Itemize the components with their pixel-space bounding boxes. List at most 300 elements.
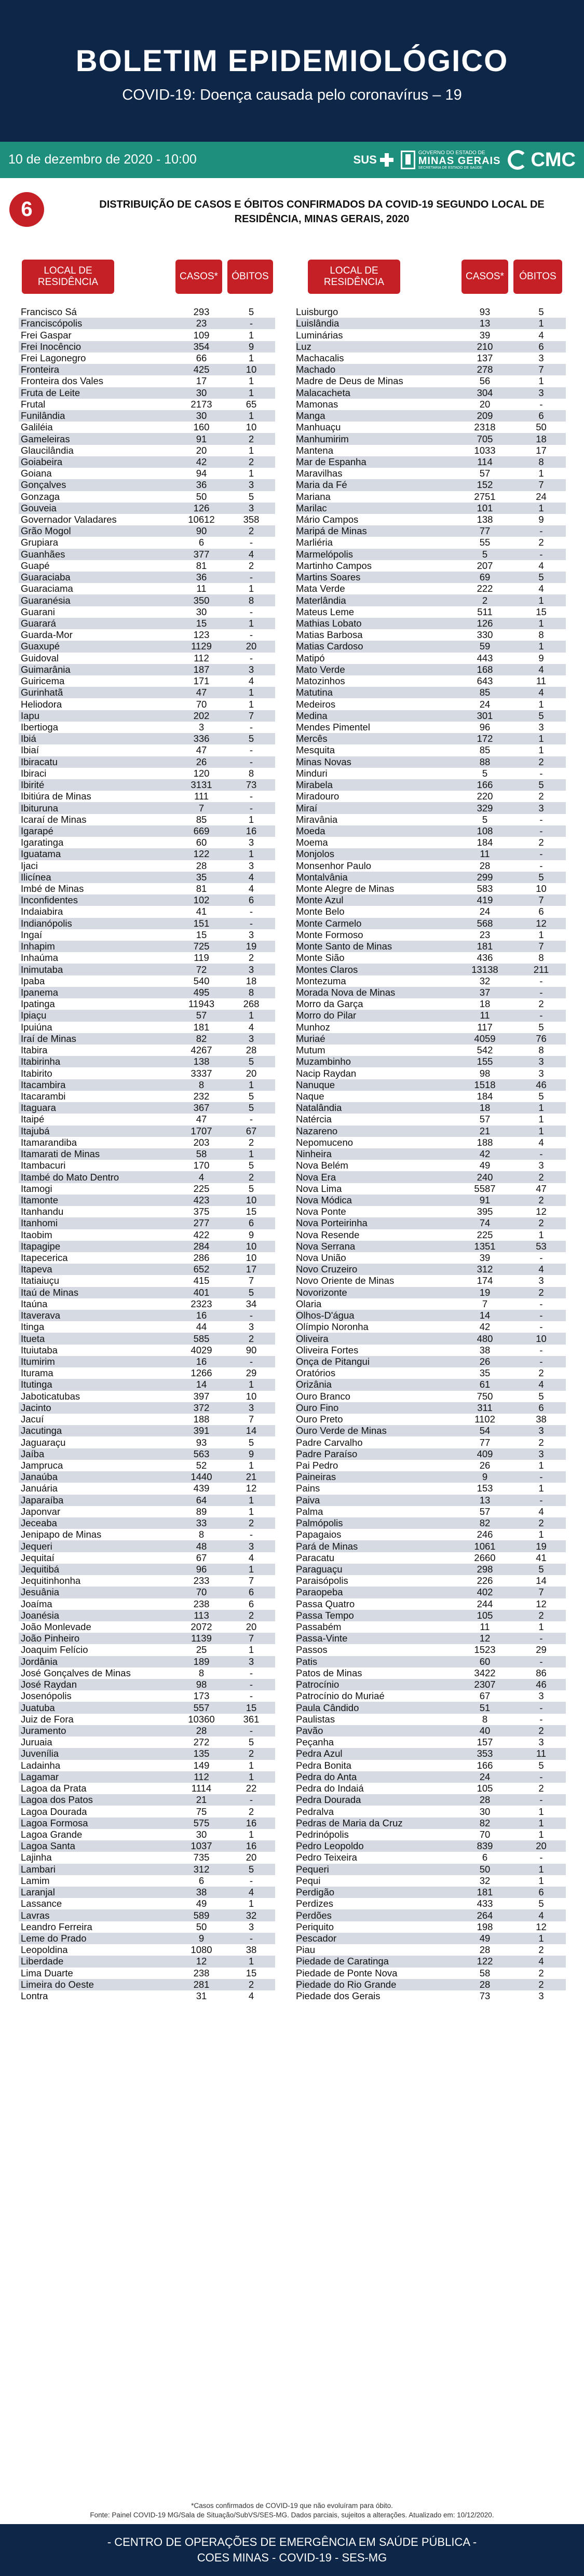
obitos-cell: 4 xyxy=(248,883,254,894)
table-row xyxy=(296,1379,566,1390)
municipio-cell: Gouveia xyxy=(21,502,57,513)
municipio-cell: Itamarati de Minas xyxy=(21,1148,100,1160)
obitos-cell: 46 xyxy=(536,1079,547,1090)
table-row xyxy=(296,1056,566,1067)
obitos-cell: 4 xyxy=(248,675,254,687)
minas-gerais-logo xyxy=(401,151,501,170)
municipio-cell: Jacinto xyxy=(21,1402,51,1413)
table-row xyxy=(296,1760,566,1771)
municipio-cell: Lagoa Santa xyxy=(21,1840,75,1852)
table-row xyxy=(296,1460,566,1471)
table-row xyxy=(296,1264,566,1275)
sus-logo-text: SUS xyxy=(353,153,377,166)
table-row xyxy=(296,1875,566,1887)
municipio-cell: Guimarânia xyxy=(21,663,71,675)
municipio-cell: Icaraí de Minas xyxy=(21,814,87,825)
casos-cell: 113 xyxy=(194,1609,209,1621)
obitos-cell: 4 xyxy=(538,560,544,571)
casos-cell: 238 xyxy=(193,1598,210,1609)
obitos-cell: - xyxy=(539,1471,543,1483)
municipio-cell: Ijaci xyxy=(21,860,38,871)
casos-cell: 56 xyxy=(479,375,491,387)
table-row xyxy=(296,1298,566,1310)
obitos-cell: - xyxy=(249,1932,253,1944)
obitos-cell: 4 xyxy=(248,548,254,560)
municipio-cell: Itumirim xyxy=(21,1356,55,1367)
obitos-cell: 3 xyxy=(538,1067,544,1079)
casos-cell: 4059 xyxy=(474,1033,496,1044)
casos-cell: 23 xyxy=(479,929,491,940)
municipio-cell: José Raydan xyxy=(21,1679,77,1690)
table-row xyxy=(296,1714,566,1725)
municipio-cell: Fronteira xyxy=(21,364,60,375)
municipio-cell: Ninheira xyxy=(296,1148,332,1160)
table-row xyxy=(19,1552,275,1564)
municipio-cell: Pequi xyxy=(296,1875,321,1886)
municipio-cell: Itaguara xyxy=(21,1102,56,1114)
table-row xyxy=(19,306,275,318)
municipio-cell: Iguatama xyxy=(21,848,61,860)
municipio-cell: Pedra do Indaiá xyxy=(296,1783,364,1794)
casos-cell: 47 xyxy=(196,744,207,756)
casos-cell: 47 xyxy=(196,687,207,698)
casos-cell: 111 xyxy=(194,791,209,802)
municipio-cell: Mutum xyxy=(296,1045,325,1056)
municipio-cell: Januária xyxy=(21,1483,58,1494)
casos-cell: 367 xyxy=(193,1102,210,1114)
table-row xyxy=(19,1321,275,1333)
table-row xyxy=(19,1887,275,1898)
casos-cell: 409 xyxy=(477,1448,493,1459)
municipio-cell: Nova Módica xyxy=(296,1194,352,1205)
obitos-cell: 1 xyxy=(248,1828,254,1840)
municipio-cell: Pescador xyxy=(296,1932,337,1944)
obitos-cell: - xyxy=(249,1725,253,1737)
casos-cell: 377 xyxy=(193,548,210,560)
obitos-cell: 10 xyxy=(246,422,257,433)
table-row xyxy=(296,445,566,456)
casos-cell: 50 xyxy=(196,1921,207,1932)
obitos-cell: 12 xyxy=(246,1483,257,1494)
obitos-cell: - xyxy=(249,1529,253,1540)
casos-cell: 13138 xyxy=(471,964,498,975)
table-row xyxy=(19,1944,275,1956)
municipio-cell: Galiléia xyxy=(21,422,53,433)
obitos-cell: 1 xyxy=(248,698,254,710)
table-row xyxy=(19,1771,275,1783)
obitos-cell: 1 xyxy=(538,1529,544,1540)
municipio-cell: Guarani xyxy=(21,606,55,617)
casos-cell: 272 xyxy=(193,1737,210,1748)
obitos-cell: 3 xyxy=(538,1425,544,1436)
obitos-cell: 3 xyxy=(538,802,544,814)
obitos-cell: 19 xyxy=(536,1540,547,1552)
municipio-cell: Ouro Branco xyxy=(296,1390,350,1402)
obitos-cell: 3 xyxy=(248,860,254,871)
table-row xyxy=(296,572,566,583)
municipio-cell: Nova Ponte xyxy=(296,1206,346,1217)
obitos-cell: 4 xyxy=(538,1379,544,1390)
table-row xyxy=(19,1148,275,1160)
obitos-cell: 3 xyxy=(538,1448,544,1459)
municipio-cell: Indaiabira xyxy=(21,906,63,917)
casos-cell: 4267 xyxy=(191,1045,212,1056)
casos-cell: 85 xyxy=(196,814,207,825)
municipio-cell: Juatuba xyxy=(21,1702,55,1713)
obitos-cell: - xyxy=(539,1494,543,1506)
obitos-cell: - xyxy=(539,987,543,998)
casos-cell: 233 xyxy=(193,1575,210,1587)
obitos-cell: 3 xyxy=(248,502,254,513)
municipio-cell: Ingaí xyxy=(21,929,43,940)
table-row xyxy=(19,1310,275,1321)
obitos-cell: - xyxy=(249,652,253,663)
obitos-cell: 2 xyxy=(538,1194,544,1205)
table-row xyxy=(296,675,566,687)
municipio-cell: Marliéria xyxy=(296,537,333,548)
table-row xyxy=(19,687,275,698)
municipio-cell: Piedade do Rio Grande xyxy=(296,1978,397,1990)
table-row xyxy=(19,1564,275,1575)
table-row xyxy=(296,641,566,652)
municipio-cell: Fruta de Leite xyxy=(21,387,80,398)
casos-cell: 168 xyxy=(477,663,493,675)
municipio-cell: Josenópolis xyxy=(21,1690,72,1702)
casos-cell: 3337 xyxy=(191,1067,212,1079)
table-row xyxy=(296,306,566,318)
table-row xyxy=(296,929,566,941)
municipio-cell: Montes Claros xyxy=(296,964,358,975)
table-row xyxy=(19,1333,275,1344)
obitos-cell: 5 xyxy=(538,1021,544,1033)
casos-cell: 750 xyxy=(477,1390,493,1402)
table-row xyxy=(19,1852,275,1863)
obitos-cell: 2 xyxy=(538,1725,544,1737)
casos-cell: 583 xyxy=(477,883,493,894)
obitos-cell: 1 xyxy=(248,1956,254,1967)
municipio-cell: Ipuiúna xyxy=(21,1021,52,1033)
table-row xyxy=(296,848,566,860)
casos-cell: 70 xyxy=(196,698,207,710)
table-row xyxy=(19,1748,275,1759)
municipio-cell: Itacarambi xyxy=(21,1090,66,1102)
casos-cell: 28 xyxy=(196,860,207,871)
casos-cell: 225 xyxy=(193,1183,210,1194)
casos-cell: 138 xyxy=(477,514,493,525)
municipio-cell: Minas Novas xyxy=(296,756,351,767)
casos-cell: 90 xyxy=(196,525,207,537)
casos-cell: 122 xyxy=(477,1956,493,1967)
right-table-column xyxy=(296,306,566,2002)
table-row xyxy=(19,1137,275,1148)
obitos-cell: 3 xyxy=(248,663,254,675)
table-row xyxy=(19,860,275,872)
obitos-cell: 86 xyxy=(536,1667,547,1678)
municipio-cell: Muzambinho xyxy=(296,1056,351,1067)
table-row xyxy=(19,768,275,779)
casos-cell: 540 xyxy=(193,975,210,986)
obitos-cell: 2 xyxy=(248,1517,254,1529)
obitos-cell: 38 xyxy=(246,1944,257,1956)
casos-cell: 160 xyxy=(193,422,210,433)
obitos-cell: 1 xyxy=(248,814,254,825)
table-row xyxy=(296,894,566,906)
casos-cell: 238 xyxy=(193,1967,210,1978)
table-row xyxy=(19,929,275,941)
obitos-cell: 10 xyxy=(246,1252,257,1264)
table-row xyxy=(296,375,566,387)
obitos-cell: 1 xyxy=(538,733,544,744)
obitos-cell: 10 xyxy=(246,1240,257,1252)
municipio-cell: Martins Soares xyxy=(296,572,361,583)
casos-cell: 61 xyxy=(479,1379,491,1390)
casos-cell: 101 xyxy=(477,502,493,513)
casos-cell: 15 xyxy=(196,618,207,629)
table-row xyxy=(296,1033,566,1045)
table-row xyxy=(296,1575,566,1587)
casos-cell: 2318 xyxy=(474,422,496,433)
obitos-cell: 47 xyxy=(536,1183,547,1194)
obitos-cell: - xyxy=(539,525,543,537)
municipio-cell: Patis xyxy=(296,1656,318,1667)
table-row xyxy=(19,814,275,825)
casos-cell: 1080 xyxy=(191,1944,212,1956)
obitos-cell: 18 xyxy=(246,975,257,986)
obitos-cell: 1 xyxy=(248,387,254,398)
table-row xyxy=(296,1114,566,1125)
municipio-cell: Goiana xyxy=(21,468,52,479)
table-row xyxy=(19,1702,275,1713)
obitos-cell: 5 xyxy=(538,1759,544,1771)
casos-cell: 375 xyxy=(193,1206,210,1217)
casos-cell: 184 xyxy=(477,837,493,848)
obitos-cell: 12 xyxy=(536,1598,547,1609)
obitos-cell: 1 xyxy=(538,468,544,479)
casos-cell: 40 xyxy=(479,1725,491,1737)
table-row xyxy=(19,1760,275,1771)
casos-cell: 171 xyxy=(193,675,210,687)
casos-cell: 42 xyxy=(479,1148,491,1160)
municipio-cell: Itinga xyxy=(21,1321,45,1333)
casos-cell: 13 xyxy=(479,318,491,329)
table-row xyxy=(19,445,275,456)
obitos-cell: 1 xyxy=(248,687,254,698)
table-row xyxy=(296,1160,566,1171)
casos-cell: 64 xyxy=(196,1494,207,1506)
table-row xyxy=(19,1598,275,1610)
obitos-cell: 4 xyxy=(538,1909,544,1921)
obitos-cell: 34 xyxy=(246,1298,257,1309)
casos-cell: 3 xyxy=(198,721,205,733)
table-row xyxy=(19,894,275,906)
table-row xyxy=(19,1610,275,1621)
obitos-cell: 7 xyxy=(538,1587,544,1598)
table-row xyxy=(19,1402,275,1414)
table-row xyxy=(296,987,566,998)
obitos-cell: 6 xyxy=(248,1217,254,1229)
casos-cell: 49 xyxy=(479,1160,491,1171)
table-row xyxy=(296,1241,566,1252)
casos-cell: 30 xyxy=(196,387,207,398)
casos-cell: 96 xyxy=(479,721,491,733)
table-row xyxy=(296,1356,566,1367)
casos-cell: 284 xyxy=(193,1240,210,1252)
table-row xyxy=(296,1852,566,1863)
casos-cell: 210 xyxy=(477,341,493,352)
obitos-cell: 73 xyxy=(246,779,257,791)
casos-cell: 31 xyxy=(196,1990,207,2002)
municipio-cell: Itambé do Mato Dentro xyxy=(21,1171,119,1183)
table-row xyxy=(296,1979,566,1990)
obitos-cell: 3 xyxy=(248,1656,254,1667)
obitos-cell: 15 xyxy=(536,606,547,617)
obitos-cell: 7 xyxy=(538,894,544,906)
municipio-cell: Novo Cruzeiro xyxy=(296,1264,358,1275)
table-row xyxy=(296,1909,566,1921)
casos-cell: 11 xyxy=(480,848,490,860)
municipio-cell: Piedade dos Gerais xyxy=(296,1990,381,2002)
casos-cell: 93 xyxy=(479,306,491,318)
obitos-cell: 1 xyxy=(538,1932,544,1944)
municipio-cell: Montalvânia xyxy=(296,871,348,883)
obitos-cell: 16 xyxy=(246,1817,257,1828)
casos-cell: 5 xyxy=(482,814,488,825)
obitos-cell: 2 xyxy=(248,1806,254,1817)
municipio-cell: Itaipé xyxy=(21,1114,45,1125)
municipio-cell: Ouro Fino xyxy=(296,1402,339,1413)
table-row xyxy=(296,1864,566,1875)
obitos-cell: 6 xyxy=(248,1598,254,1609)
casos-cell: 415 xyxy=(193,1275,210,1286)
table-row xyxy=(19,1033,275,1045)
casos-cell: 47 xyxy=(196,1114,207,1125)
casos-cell: 105 xyxy=(477,1609,493,1621)
obitos-cell: 3 xyxy=(538,1275,544,1286)
casos-cell: 3422 xyxy=(474,1667,496,1678)
table-row xyxy=(296,1391,566,1402)
municipio-cell: Paraguaçu xyxy=(296,1563,343,1575)
table-row xyxy=(296,1217,566,1229)
obitos-cell: 10 xyxy=(246,1194,257,1205)
table-row xyxy=(19,1575,275,1587)
municipio-cell: Perdões xyxy=(296,1909,332,1921)
obitos-cell: 1 xyxy=(248,444,254,456)
table-row xyxy=(19,1921,275,1933)
obitos-cell: 29 xyxy=(246,1367,257,1379)
table-row xyxy=(296,1506,566,1517)
municipio-cell: Mamonas xyxy=(296,398,338,410)
table-row xyxy=(19,825,275,837)
table-row xyxy=(19,318,275,329)
casos-cell: 75 xyxy=(196,1806,207,1817)
casos-cell: 244 xyxy=(477,1598,493,1609)
municipio-cell: Pequeri xyxy=(296,1863,329,1875)
table-row xyxy=(296,1010,566,1021)
table-row xyxy=(19,802,275,814)
municipio-cell: Naque xyxy=(296,1090,324,1102)
municipio-cell: Miradouro xyxy=(296,791,339,802)
casos-cell: 2660 xyxy=(474,1552,496,1563)
casos-cell: 11943 xyxy=(188,998,215,1010)
casos-cell: 120 xyxy=(193,767,210,779)
casos-cell: 109 xyxy=(193,329,210,341)
municipio-cell: Itanhomi xyxy=(21,1217,58,1229)
municipio-cell: Mário Campos xyxy=(296,514,359,525)
table-row xyxy=(296,1425,566,1436)
municipio-cell: Lagoa dos Patos xyxy=(21,1794,93,1806)
municipio-cell: Padre Paraíso xyxy=(296,1448,358,1459)
municipio-cell: Ipatinga xyxy=(21,998,55,1010)
municipio-cell: Luz xyxy=(296,341,311,352)
table-row xyxy=(19,1875,275,1887)
municipio-cell: Juramento xyxy=(21,1725,66,1737)
table-row xyxy=(296,664,566,675)
obitos-cell: 9 xyxy=(248,341,254,352)
table-row xyxy=(296,744,566,756)
casos-cell: 28 xyxy=(479,1978,491,1990)
municipio-cell: Jequitinhonha xyxy=(21,1575,81,1587)
table-row xyxy=(19,941,275,952)
table-row xyxy=(296,618,566,629)
municipio-cell: Novo Oriente de Minas xyxy=(296,1275,395,1286)
table-row xyxy=(19,503,275,514)
table-row xyxy=(19,1656,275,1667)
obitos-cell: 1 xyxy=(538,1817,544,1828)
obitos-cell: 5 xyxy=(538,779,544,791)
obitos-cell: - xyxy=(249,1356,253,1367)
obitos-cell: 2 xyxy=(248,433,254,444)
table-row xyxy=(19,1217,275,1229)
table-row xyxy=(19,1714,275,1725)
municipio-cell: Orizânia xyxy=(296,1379,332,1390)
table-row xyxy=(296,1944,566,1956)
municipio-cell: Matias Barbosa xyxy=(296,629,363,641)
casos-cell: 39 xyxy=(479,329,491,341)
table-row xyxy=(296,1333,566,1344)
casos-cell: 35 xyxy=(479,1367,491,1379)
table-row xyxy=(296,1102,566,1114)
municipio-cell: Maravilhas xyxy=(296,468,343,479)
casos-cell: 422 xyxy=(193,1229,210,1240)
table-row xyxy=(296,1748,566,1759)
table-row xyxy=(19,1183,275,1195)
municipio-cell: Nova Serrana xyxy=(296,1240,356,1252)
table-row xyxy=(19,1114,275,1125)
table-row xyxy=(19,1356,275,1367)
table-row xyxy=(296,1195,566,1206)
obitos-cell: 4 xyxy=(248,1990,254,2002)
municipio-cell: Nova União xyxy=(296,1252,346,1264)
footnote xyxy=(0,2501,584,2520)
municipio-cell: Japonvar xyxy=(21,1506,61,1517)
municipio-cell: Mesquita xyxy=(296,744,335,756)
casos-cell: 391 xyxy=(193,1425,210,1436)
municipio-cell: Mendes Pimentel xyxy=(296,721,370,733)
table-row xyxy=(19,779,275,791)
table-row xyxy=(19,594,275,606)
casos-cell: 2323 xyxy=(191,1298,212,1309)
casos-cell: 189 xyxy=(193,1656,210,1667)
municipio-cell: Marilac xyxy=(296,502,327,513)
table-row xyxy=(19,1460,275,1471)
obitos-cell: 3 xyxy=(538,1056,544,1067)
table-row xyxy=(19,468,275,479)
table-row xyxy=(296,1956,566,1967)
casos-cell: 138 xyxy=(193,1056,210,1067)
casos-cell: 16 xyxy=(196,1310,207,1321)
casos-cell: 55 xyxy=(479,537,491,548)
casos-cell: 5 xyxy=(482,548,488,560)
